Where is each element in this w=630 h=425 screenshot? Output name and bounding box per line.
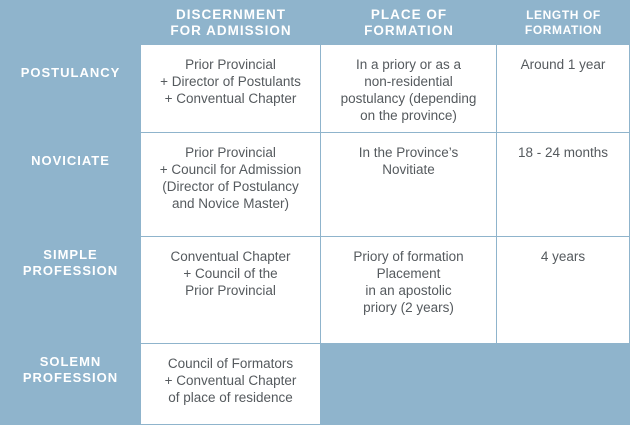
row-label-postulancy: POSTULANCY	[20, 65, 121, 80]
header-discernment: DISCERNMENT FOR ADMISSION	[170, 6, 292, 38]
cell-solemn-discernment: Council of Formators + Conventual Chapter of place of residence	[141, 344, 321, 425]
empty-cell	[321, 344, 497, 425]
row-label-solemn-profession: SOLEMN PROFESSION	[22, 354, 119, 385]
cell-simple-discernment: Conventual Chapter + Council of the Prior Provincial	[141, 237, 321, 344]
cell-simple-place: Priory of formation Placement in an apostolic priory (2 years)	[321, 237, 497, 344]
cell-noviciate-length: 18 - 24 months	[497, 133, 630, 237]
empty-cell	[497, 344, 630, 425]
header-place: PLACE OF FORMATION	[364, 6, 454, 38]
header-length: LENGTH OF FORMATION	[524, 7, 603, 37]
row-label-simple-profession: SIMPLE PROFESSION	[22, 247, 119, 278]
row-label-noviciate: NOVICIATE	[31, 153, 110, 168]
cell-simple-length: 4 years	[497, 237, 630, 344]
cell-noviciate-place: In the Province’s Novitiate	[321, 133, 497, 237]
cell-postulancy-place: In a priory or as a non-residential postulancy (depending on the province)	[321, 45, 497, 133]
cell-postulancy-length: Around 1 year	[497, 45, 630, 133]
header-stage	[0, 0, 141, 45]
cell-postulancy-discernment: Prior Provincial + Director of Postulants + Conventual Chapter	[141, 45, 321, 133]
cell-noviciate-discernment: Prior Provincial + Council for Admission (Director of Postulancy and Novice Master)	[141, 133, 321, 237]
